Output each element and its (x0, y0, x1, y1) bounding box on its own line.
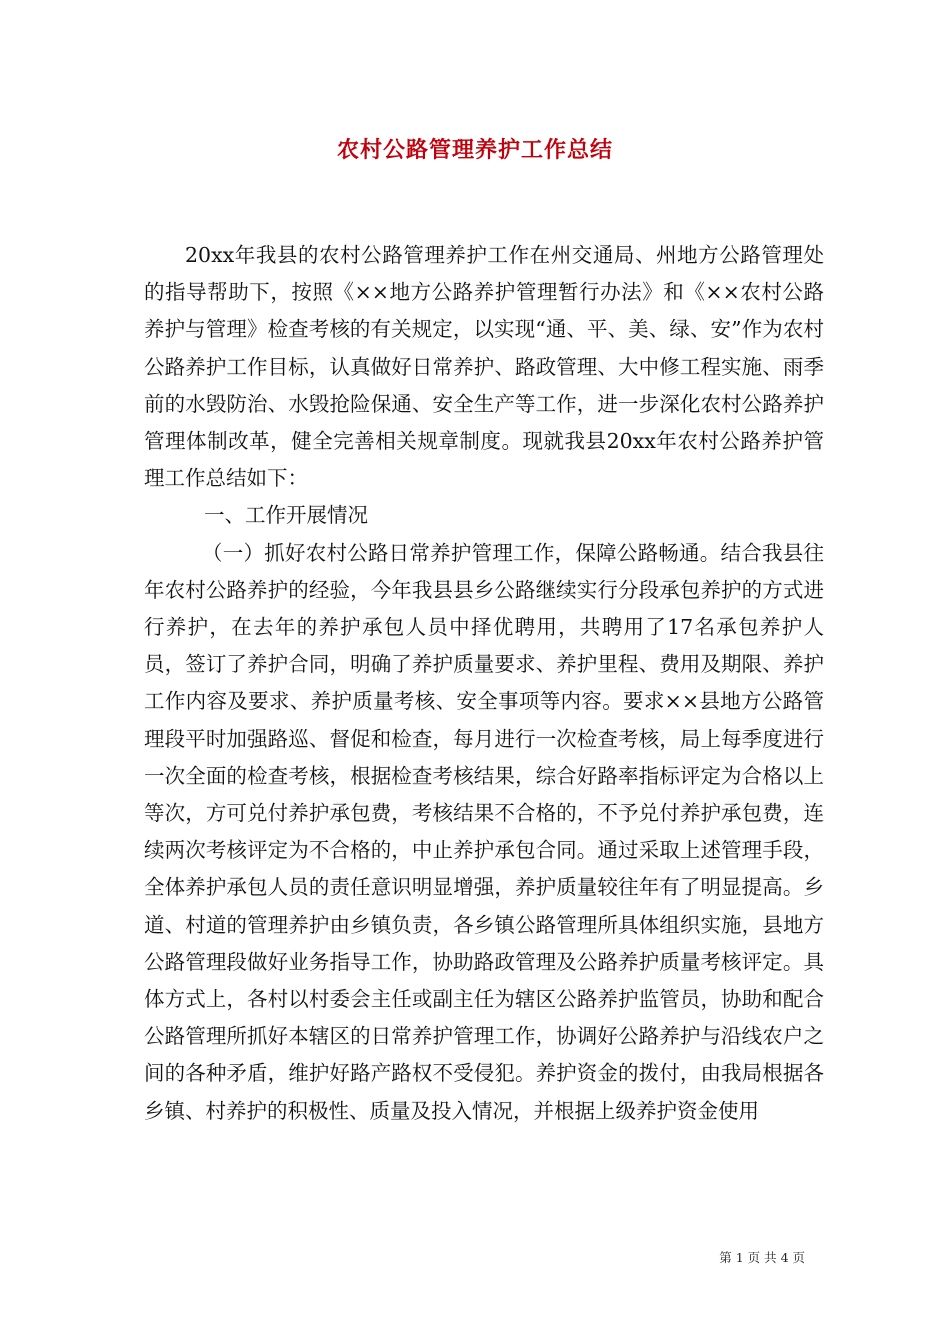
document-title: 农村公路管理养护工作总结 (336, 137, 613, 163)
section-paragraph: （一）抓好农村公路日常养护管理工作，保障公路畅通。结合我县往年农村公路养护的经验，今年我县县乡公路继续实行分段承包养护的方式进行养护，在去年的养护承包人员中择优聘用，共聘用了17名承包养护人员，签订了养护合同，明确了养护质量要求、养护里程、费用及期限、养护工作内容及要求、养护质量考核、安全事项等内容。要求××县地方公路管理段平时加强路巡、督促和检查，每月进行一次检查考核，局上每季度进行一次全面的检查考核，根据检查考核结果，综合好路率指标评定为合格以上等次，方可兑付养护承包费，考核结果不合格的，不予兑付养护承包费，连续两次考核评定为不合格的，中止养护承包合同。通过采取上述管理手段，全体养护承包人员的责任意识明显增强，养护质量较往年有了明显提高。乡道、村道的管理养护由乡镇负责，各乡镇公路管理所具体组织实施，县地方公路管理段做好业务指导工作，协助路政管理及公路养护质量考核评定。具体方式上，各村以村委会主任或副主任为辖区公路养护监管员，协助和配合公路管理所抓好本辖区的日常养护管理工作，协调好公路养护与沿线农户之间的各种矛盾，维护好路产路权不受侵犯。养护资金的拨付，由我局根据各乡镇、村养护的积极性、质量及投入情况，并根据上级养护资金使用 (144, 540, 824, 1123)
page-number-footer: 第 1 页 共 4 页 (719, 1250, 805, 1265)
intro-paragraph: 20xx年我县的农村公路管理养护工作在州交通局、州地方公路管理处的指导帮助下，按照《××地方公路养护管理暂行办法》和《××农村公路养护与管理》检查考核的有关规定，以实现“通、平、美、绿、安”作为农村公路养护工作目标，认真做好日常养护、路政管理、大中修工程实施、雨季前的水毁防治、水毁抢险保通、安全生产等工作，进一步深化农村公路养护管理体制改革，健全完善相关规章制度。现就我县20xx年农村公路养护管理工作总结如下： (144, 243, 824, 491)
section-heading: 一、工作开展情况 (204, 503, 368, 528)
document-body (144, 237, 824, 1130)
